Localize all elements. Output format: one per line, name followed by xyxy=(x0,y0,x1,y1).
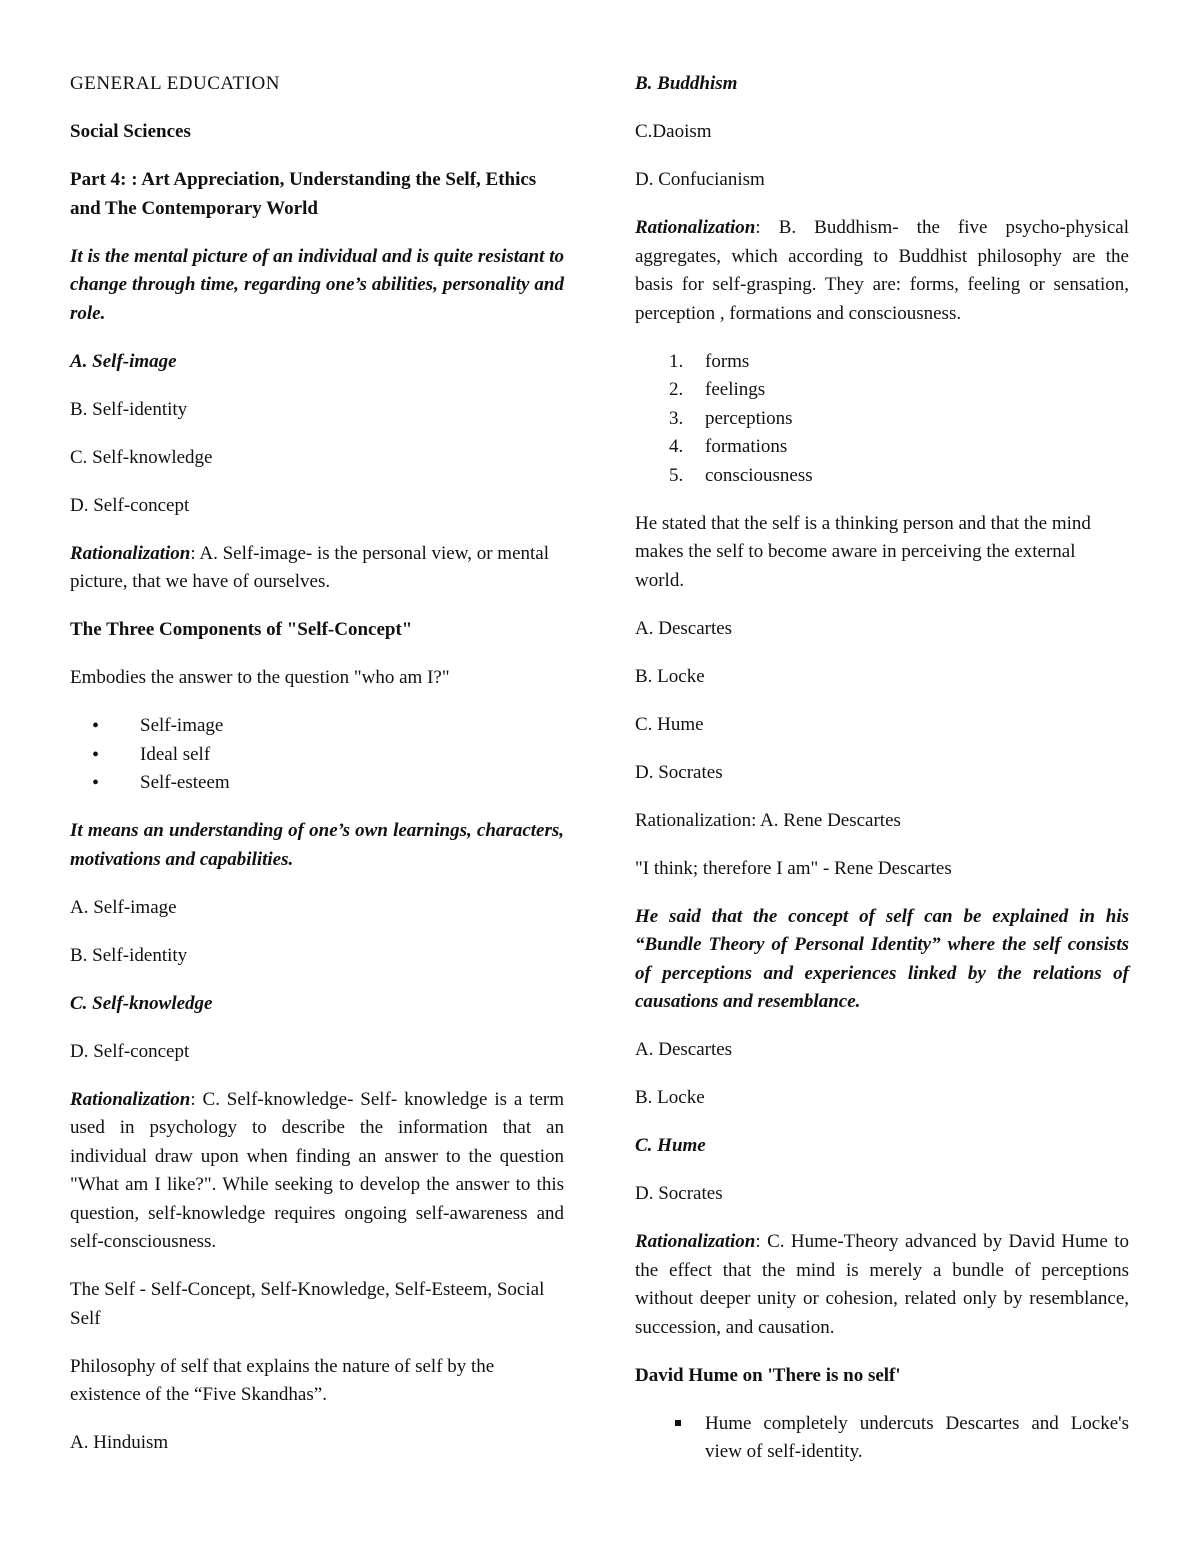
rationalization-label: Rationalization xyxy=(635,217,756,238)
rationalization-text: : A. Self-image- is the personal view, or mental picture, that we have of ourselves. xyxy=(70,542,549,592)
q2-choice-c: C. Self-knowledge xyxy=(70,992,213,1014)
rationalization-label: Rationalization xyxy=(70,1088,191,1110)
descartes-quote: "I think; therefore I am" - Rene Descartes xyxy=(635,857,952,879)
skandhas-list xyxy=(635,348,1129,491)
left-column xyxy=(70,70,564,1477)
subject-heading: Social Sciences xyxy=(70,121,191,142)
components-list xyxy=(70,712,564,798)
q5-rationalization xyxy=(635,1228,1129,1342)
q1-choice-a: A. Self-image xyxy=(70,350,177,372)
rationalization-label: Rationalization xyxy=(635,1231,756,1252)
q2-choice-d: D. Self-concept xyxy=(70,1040,190,1062)
rationalization-label: Rationalization xyxy=(70,542,191,564)
question-3: Philosophy of self that explains the nature of self by the existence of the “Five Skandhas”. xyxy=(70,1355,495,1405)
q1-choice-b: B. Self-identity xyxy=(70,398,188,420)
list-item: • Ideal self xyxy=(70,741,564,770)
list-item: Hume completely undercuts Descartes and Locke's view of self-identity. xyxy=(635,1410,1129,1467)
q2-choice-a: A. Self-image xyxy=(70,896,177,918)
q3-rationalization xyxy=(635,214,1129,328)
q2-choice-b: B. Self-identity xyxy=(70,944,188,966)
q3-choice-c: C.Daoism xyxy=(635,121,712,142)
q2-rationalization xyxy=(70,1086,564,1257)
q1-choice-d: D. Self-concept xyxy=(70,494,190,516)
q5-choice-d: D. Socrates xyxy=(635,1183,723,1204)
question-5: He said that the concept of self can be explained in his “Bundle Theory of Personal Identity” where the self consists of perceptions and experiences linked by the relations of causations and resemblance. xyxy=(635,905,1129,1012)
list-item: 3. perceptions xyxy=(669,407,793,429)
doc-header: GENERAL EDUCATION xyxy=(70,73,280,94)
rationalization-text: : C. Hume-Theory advanced by David Hume to the effect that the mind is merely a bundle of perceptions without deeper unity or cohesion, related only by resemblance, succession, and causation. xyxy=(635,1231,1129,1338)
q1-rationalization xyxy=(70,540,564,597)
list-item: • Self-image xyxy=(70,712,564,741)
question-4: He stated that the self is a thinking person and that the mind makes the self to become aware in perceiving the external world. xyxy=(635,512,1091,591)
q5-choice-b: B. Locke xyxy=(635,1087,705,1108)
components-intro: Embodies the answer to the question "who am I?" xyxy=(70,667,450,688)
rationalization-text: : C. Self-knowledge- Self- knowledge is a term used in psychology to describe the information that an individual draw upon when finding an answer to the question "What am I like?". While seeking to develop the answer to this question, self-knowledge requires ongoing self-awareness and self-consciousness. xyxy=(70,1088,564,1252)
q3-choice-d: D. Confucianism xyxy=(635,169,765,190)
q3-choice-a: A. Hinduism xyxy=(70,1432,169,1453)
question-1: It is the mental picture of an individual and is quite resistant to change through time, regarding one’s abilities, personality and role. xyxy=(70,245,564,324)
q4-choice-a: A. Descartes xyxy=(635,617,733,639)
q4-rationalization: Rationalization: A. Rene Descartes xyxy=(635,809,901,831)
list-item: 1. forms xyxy=(669,350,750,372)
list-item: • Self-esteem xyxy=(70,769,564,798)
list-item: 4. formations xyxy=(669,436,788,457)
hume-title: David Hume on 'There is no self' xyxy=(635,1364,901,1386)
components-title: The Three Components of "Self-Concept" xyxy=(70,619,413,640)
self-topics: The Self - Self-Concept, Self-Knowledge, Self-Esteem, Social Self xyxy=(70,1279,545,1329)
q3-choice-b: B. Buddhism xyxy=(635,73,738,94)
rationalization-text: : B. Buddhism- the five psycho-physical aggregates, which according to Buddhist philosophy are the basis for self-grasping. They are: forms, feeling or sensation, perception , formations and consciousness. xyxy=(635,217,1129,324)
right-column xyxy=(635,70,1129,1486)
q5-choice-a: A. Descartes xyxy=(635,1039,733,1060)
q1-choice-c: C. Self-knowledge xyxy=(70,446,213,468)
q5-choice-c: C. Hume xyxy=(635,1135,706,1156)
q4-choice-b: B. Locke xyxy=(635,665,705,687)
question-2: It means an understanding of one’s own learnings, characters, motivations and capabilities. xyxy=(70,820,564,870)
q4-choice-d: D. Socrates xyxy=(635,761,723,783)
part-title: Part 4: : Art Appreciation, Understanding the Self, Ethics and The Contemporary World xyxy=(70,169,537,219)
list-item: 5. consciousness xyxy=(669,464,813,486)
list-item: 2. feelings xyxy=(669,379,766,400)
hume-list xyxy=(635,1410,1129,1467)
q4-choice-c: C. Hume xyxy=(635,713,704,735)
